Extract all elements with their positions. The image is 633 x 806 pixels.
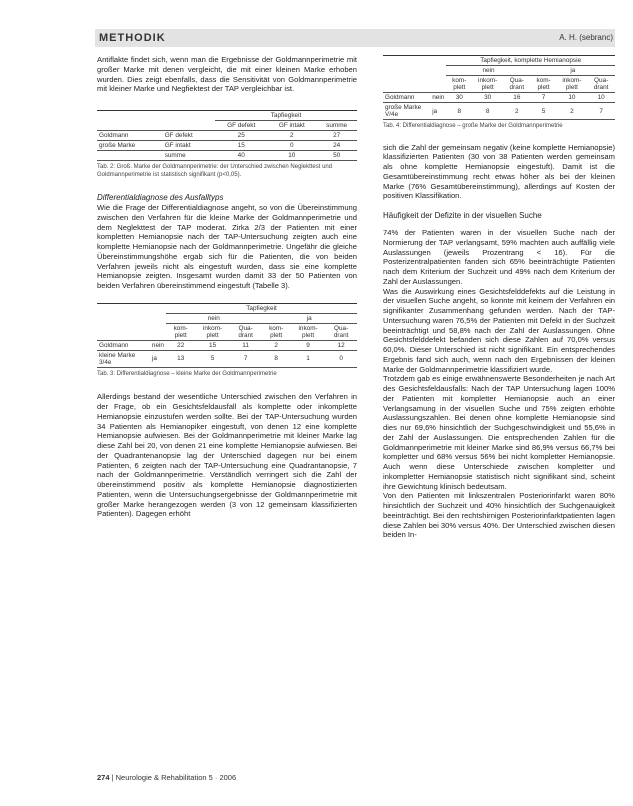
table-col-header: kom-plett <box>452 77 467 91</box>
running-author: A. H. (sebranc) <box>559 33 613 42</box>
table-caption: Tab. 2: Groß. Marke der Goldmannperimetrie: der Unterschied zwischen Neglekttest und Goldmannperimetrie ist statistisch signifikant (p<0,05). <box>97 164 333 178</box>
paragraph: Antiflakte findet sich, wenn man die Ergebnisse der Goldmannperimetrie mit großer Marke mit denen vergleicht, die mit einer kleinen Marke erhoben wurden. Dies zeigt ebenfalls, dass die Sensitivität von Goldmannperimetrie mit kleiner Marke und Negfiektest der TAP vergleichbar ist. <box>97 55 357 94</box>
table-row: summe 40 10 50 <box>97 151 357 161</box>
table-col-header: GF intakt <box>278 122 305 129</box>
table-col-header: GF defekt <box>227 122 256 129</box>
table-title: Tapfiegkeit, komplette Hemianopsie <box>446 56 615 66</box>
right-column <box>383 55 615 540</box>
table-4 <box>383 55 615 131</box>
table-col-header: kom-plett <box>269 324 284 339</box>
table-col-header: kom-plett <box>536 77 551 91</box>
table-col-header: inkom-plett <box>562 77 582 91</box>
table-row: Goldmann nein 22 15 11 2 9 12 <box>97 340 357 350</box>
table-2 <box>97 110 357 179</box>
journal-name: Neurologie & Rehabilitation 5 · 2006 <box>115 773 237 782</box>
paragraph: Von den Patienten mit linkszentralen Posteriorinfarkt waren 80% hinsichtlich der Suchzeit und 40% hinsichtlich der Suchgenauigkeit beeinträchtigt. Bei den rechtshirnigen Posteriorinfarktpatienten lagen diese Zahlen bei 30% versus 40%. Der Unterschied zwischen diesen beiden In- <box>383 491 615 540</box>
table-col-header: Qua-drant <box>238 324 253 339</box>
table-col-header: summe <box>326 122 348 129</box>
paragraph: Allerdings bestand der wesentliche Unterschied zwischen den Verfahren in der Frage, ob ein Gesichtsfeldausfall als komplette oder inkomplette Hemianopsie einzustufen werden sollte. Bei der TAP-Untersuchung wurden 34 Patienten als Hemianopiker eingestuft, von denen 12 eine komplette Hemianopsie aufwiesen. Bei der Goldmannperimetrie mit kleiner Marke lag diese Zahl bei 20, von denen 21 eine komplette Hemianopsie aufwiesen. Bei der Quadrantenanopsie lag der Unterschied dagegen nur bei einem Patienten, 6 zeigten nach der TAP-Untersuchung eine Quadrantanopsie, 7 nach der Goldmannperimetrie. Verständlich verringert sich die Zahl der übereinstimmend positiv als komplette Hemianopsie diagnostizierten Patienten, wenn die Untersuchungsergebnisse der Goldmannperimetrie mit großer Marke herangezogen werden (3 von 12 gemeinsam klassifizierten Patienten). Dagegen erhöht <box>97 392 357 519</box>
table-col-header: inkom-plett <box>298 324 318 339</box>
paragraph: sich die Zahl der gemeinsam negativ (keine komplette Hemianopsie) klassifizierten Patienten (30 von 38 Patienten werden gemeinsam als ohne komplette Hemianopsie eingestuft). Damit ist die Gesamtübereinstimmung recht etwas höher als bei der kleinen Marke (76% Gesamtübereinstimmung), allerdings auf Kosten der positiven Klassifikation. <box>383 142 615 201</box>
paragraph: Wie die Frage der Differentialdiagnose angeht, so von die Übereinstimmung zwischen den Verfahren für die kleine Marke der Goldmannperimetrie und dem Neglekttest der TAP moderat. Zirka 2/3 der Patienten mit einer kompletten Hemianopsie nach der TAP-Untersuchung zeigten auch eine komplette Hemianopsie nach der Goldmannperimetrie. Ungefähr die gleiche Übereinstimmungshöhe ergab sich für die Patienten, die von beiden Verfahren jeweils nicht als eingestuft wurden, dass sie eine komplette Hemianopsie zeigten. Insgesamt wurden damit 33 der 50 Patienten von beiden Verfahren übereinstimmend eingestuft (Tabelle 3). <box>97 203 357 290</box>
table-caption: Tab. 4: Differentialdiagnose – große Marke der Goldmannperimetrie <box>383 123 563 129</box>
paragraph: Trotzdem gab es einige erwähnenswerte Besonderheiten je nach Art des Gesichtsfeldausfalls: Nach der TAP Untersuchung lagen 100% der Patienten mit kompletter Hemianopsie auch an einer Verlangsamung in der visuellen Suche und 75% zeigten erhöhte Auslassungszahlen. Bei denen ohne komplette Hemianopsie sind dies nur 69,6% hinsichtlich der Suchgeschwindigkeit und 55,6% in der Zahl der Auslassungen. Die entsprechenden Zahlen für die Goldmannperimetrie mit kleiner Marke sind 86,9% versus 66,7% bei kompletter und 68% versus 56% bei nicht kompletter Hemianopsie. Auch wenn diese Unterschiede zwischen kompletter und inkompletter Hemianopsie statistisch nicht signifikant sind, scheint ihre Gewichtung klinisch bedeutsam. <box>383 374 615 491</box>
table-col-header: inkom-plett <box>202 324 223 339</box>
table-row: kleine Marke 3/4e ja 13 5 7 8 1 0 <box>97 350 357 367</box>
table-col-header: inkom-plett <box>478 77 498 91</box>
section-heading: Differentialdiagnose des Ausfalltyps <box>97 193 224 202</box>
left-column <box>97 55 357 519</box>
table-caption: Tab. 3: Differentialdiagnose – kleine Marke der Goldmannperimetrie <box>97 370 277 377</box>
table-row: große Marke V/4e ja 8 8 2 5 2 7 <box>383 103 615 120</box>
table-row: Goldmann GF defekt 25 2 27 <box>97 131 357 141</box>
section-heading: Häufigkeit der Defizite in der visuellen Suche <box>383 211 542 220</box>
table-row: Goldmann nein 30 30 16 7 10 10 <box>383 93 615 103</box>
table-group-header: ja <box>261 313 357 323</box>
table-row: große Marke GF intakt 15 0 24 <box>97 141 357 151</box>
paragraph: Was die Auswirkung eines Gesichtsfelddefekts auf die Leistung in der visuellen Suche angeht, so konnte mit keinem der Verfahren ein signifikanter Zusammenhang gefunden werden. Nach der TAP-Untersuchung waren 76,5% der Patienten mit Defekt in der Suchzeit beeinträchtigt und 58,8% nach der Zahl der Auslassungen. Ohne Gesichtsfelddefekt befanden sich diese Zahlen auf 70,0% versus 60,0%. Dieser Unterschied ist nicht signifikant. Ein entsprechendes Ergebnis fand sich auch, wenn nach den Ergebnissen der kleinen Marke der Goldmannperimetrie klassifiziert wurde. <box>383 286 615 374</box>
paragraph: 74% der Patienten waren in der visuellen Suche nach der Normierung der TAP verlangsamt, 59% machten auch auffällig viele Auslassungen (jeweils Prozentrang < 16). Für die Posterizentralpatienten fanden sich 65% beeinträchtigte Patienten nach dem Kriterium der Suchzeit und 49% nach dem Kriterium der Zahl der Auslassungen. <box>383 228 615 286</box>
table-group-header: Tapfiegkeit <box>215 111 357 121</box>
table-col-header: kom-plett <box>173 324 188 339</box>
header-bar <box>95 29 615 47</box>
table-3 <box>97 303 357 379</box>
table-col-header: Qua-drant <box>333 324 349 339</box>
page-footer: 274 | Neurologie & Rehabilitation 5 · 2006 <box>97 773 237 782</box>
table-group-header: ja <box>531 66 615 76</box>
page-number: 274 <box>97 773 110 782</box>
section-title: METHODIK <box>99 32 166 44</box>
table-col-header: Qua-drant <box>509 77 525 91</box>
table-col-header: Qua-drant <box>593 77 609 91</box>
table-title: Tapfiegkeit <box>166 303 357 313</box>
table-group-header: nein <box>166 313 261 323</box>
table-group-header: nein <box>446 66 530 76</box>
